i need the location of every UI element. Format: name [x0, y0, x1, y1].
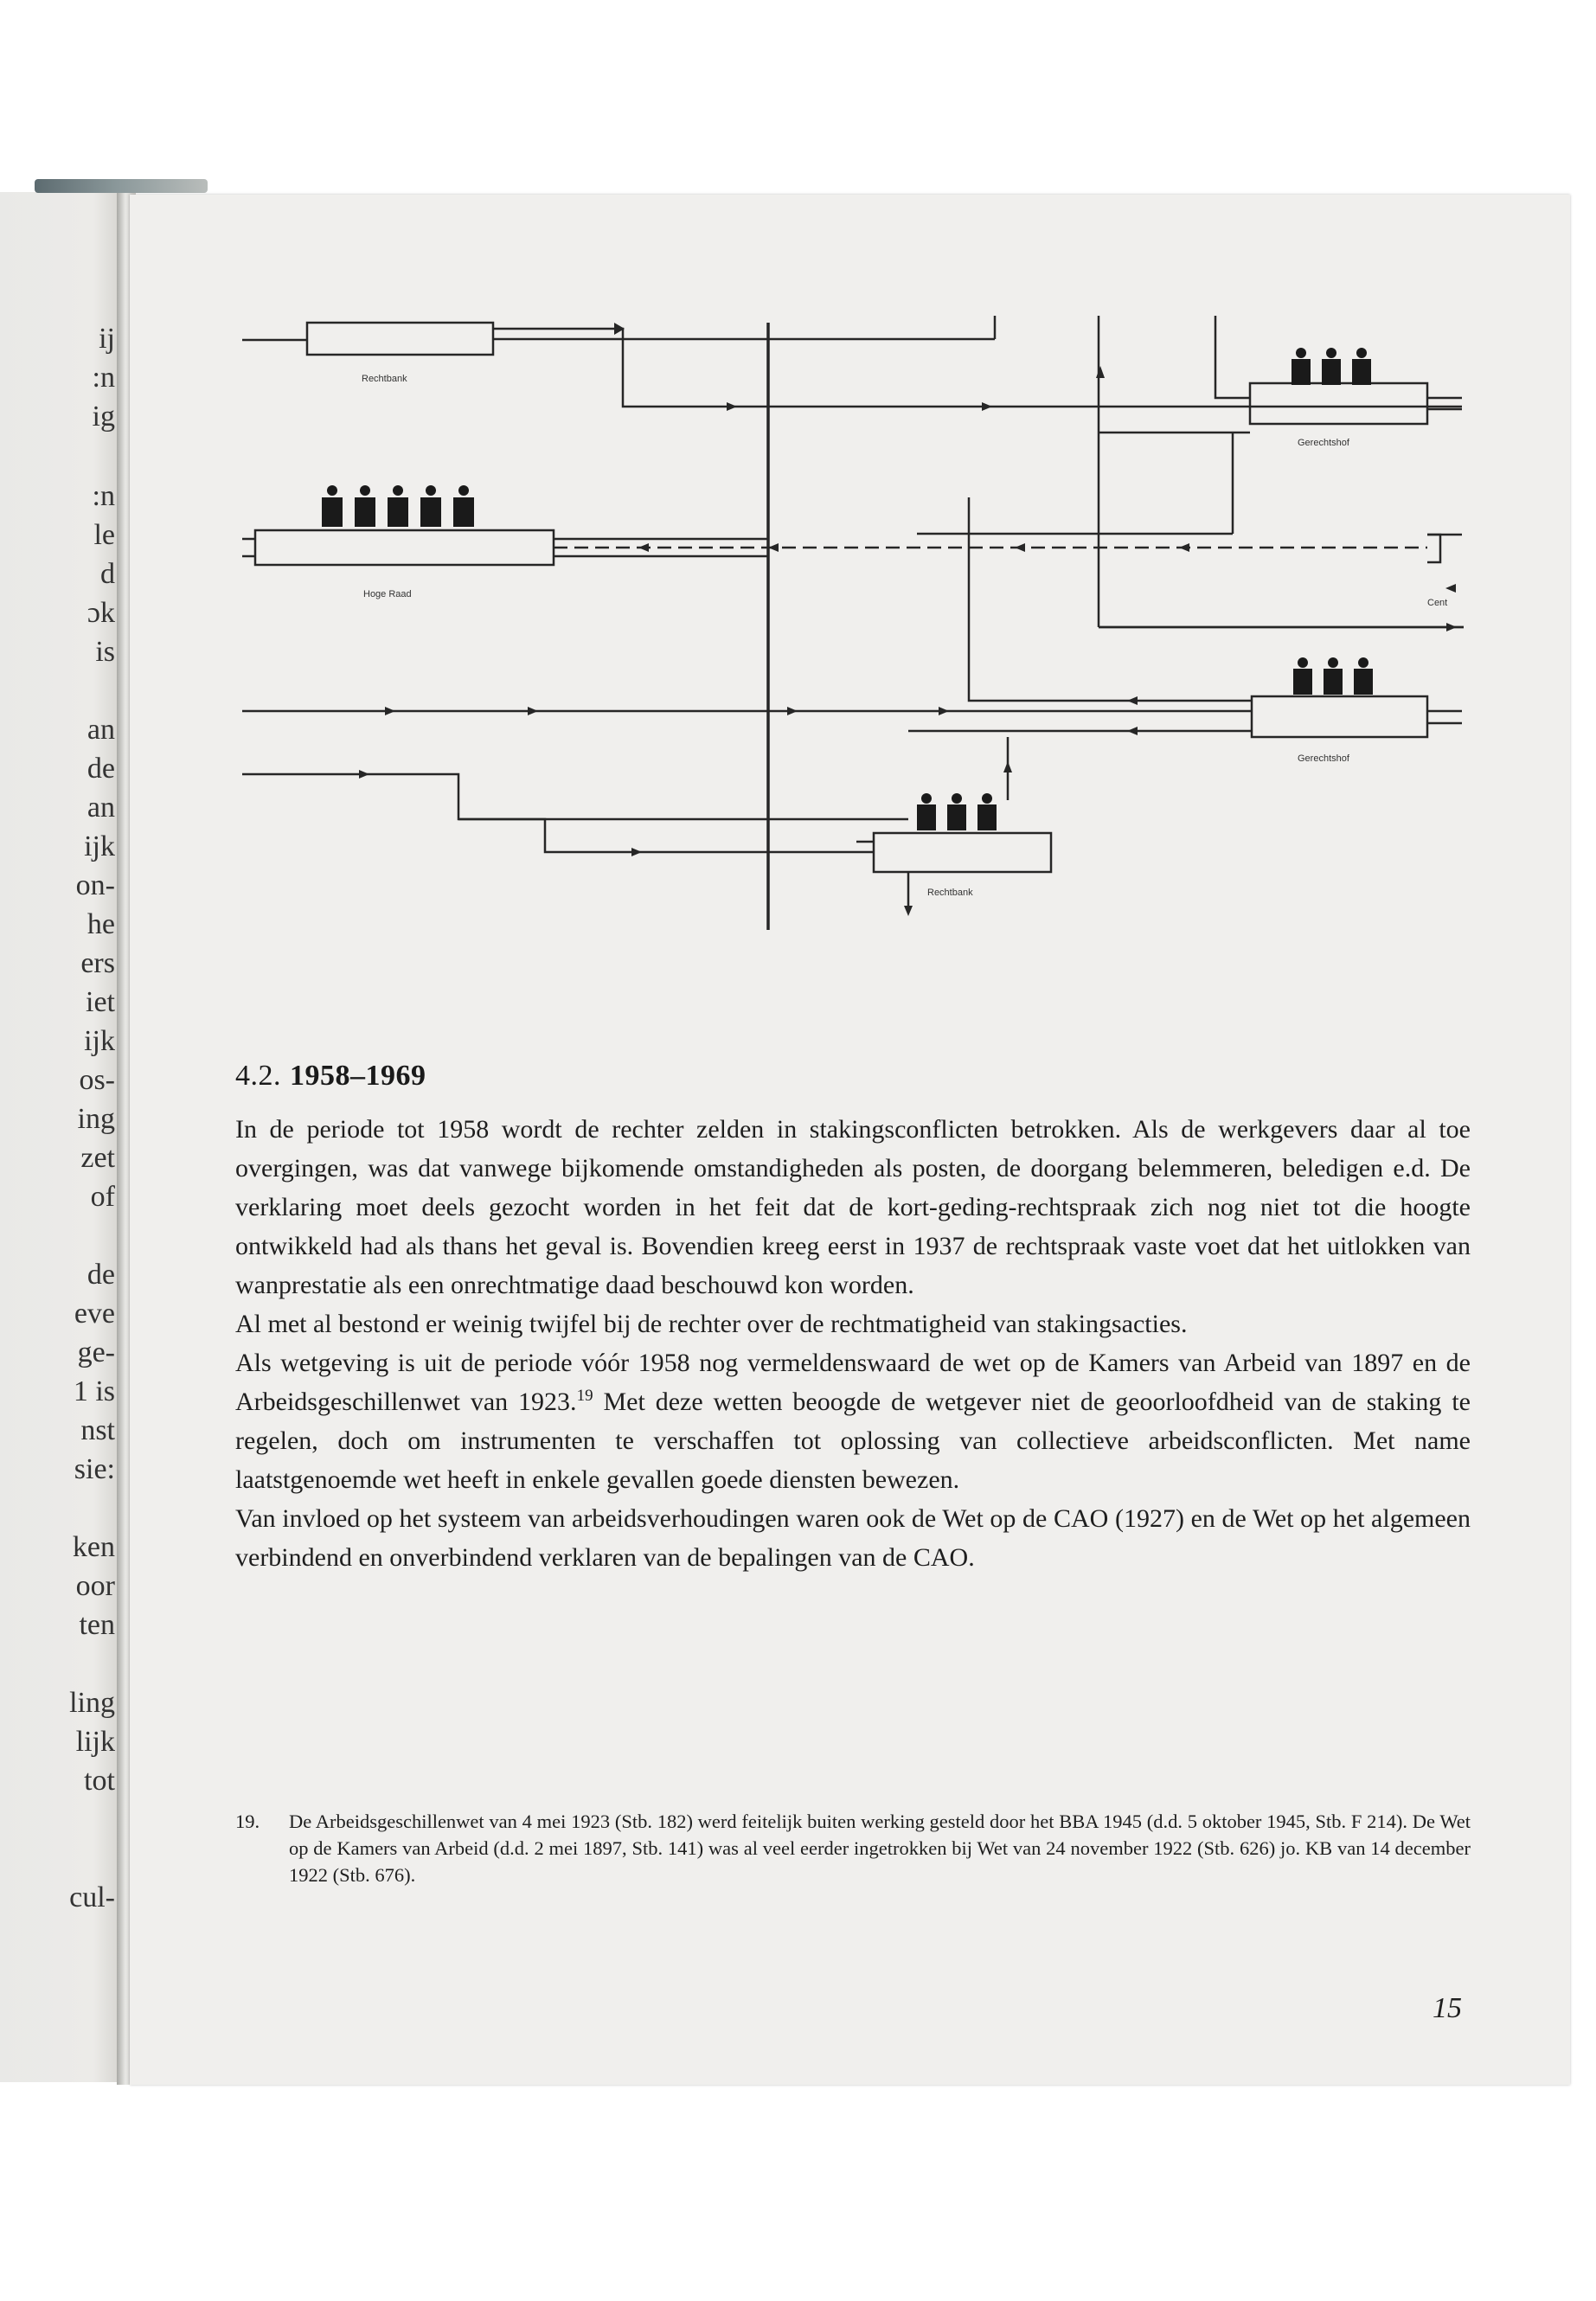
page-fragment: eve	[74, 1298, 115, 1330]
previous-page-edge	[0, 192, 117, 2082]
page-fragment: of	[90, 1181, 115, 1213]
label-cent: Cent	[1427, 598, 1448, 608]
judges-group-hoge-raad	[322, 485, 474, 527]
page-fragment: ij	[99, 323, 115, 355]
judges-group-bottom	[917, 793, 997, 830]
page-number: 15	[1433, 1992, 1462, 2024]
page-fragment: is	[95, 636, 115, 668]
paragraph: Al met al bestond er weinig twijfel bij de rechter over de rechtmatigheid van stakingsacties.	[235, 1310, 1188, 1338]
page-fragment: on-	[75, 869, 115, 901]
page-fragment: d	[100, 558, 115, 590]
body-text	[235, 1110, 1471, 1577]
paragraph: Van invloed op het systeem van arbeidsverhoudingen waren ook de Wet op de CAO (1927) en de Wet op het algemeen verbindend en onverbindend verklaren van de bepalingen van de CAO.	[235, 1504, 1471, 1572]
page-fragment: an	[87, 792, 115, 824]
page-fragment: nst	[80, 1414, 115, 1446]
label-hoge-raad: Hoge Raad	[363, 589, 412, 599]
rechtbank-bottom-box	[874, 833, 1051, 872]
book-spine-top	[35, 179, 208, 193]
page-fragment: ijk	[84, 830, 115, 862]
page-fragment: ing	[77, 1103, 115, 1135]
paragraph-text: Met deze wetten beoogde de wetgever niet de geoorloofdheid van de staking te regelen, doch om instrumenten te verschaffen tot oplossing van collectieve arbeidsconflicten. Met name laatstgenoemde wet heeft in enkele gevallen goede diensten bewezen.	[235, 1388, 1471, 1494]
page-fragment: sie:	[74, 1453, 115, 1485]
page-fragment: lijk	[75, 1726, 115, 1758]
label-gerechtshof-bottom: Gerechtshof	[1298, 753, 1349, 764]
page-fragment: :n	[92, 480, 115, 512]
court-hierarchy-diagram	[130, 195, 1570, 973]
section-number: 4.2.	[235, 1060, 281, 1092]
section-heading	[235, 1060, 426, 1093]
paragraph: In de periode tot 1958 wordt de rechter zelden in stakingsconflicten betrokken. Als de werkgevers daar al toe overgingen, was dat vanwege bijkomende omstandigheden als posten, de doorgang belemmeren, beledigen e.d. De verklaring moet deels gezocht worden in het feit dat de kort-geding-rechtspraak zich nog niet tot die hoogte ontwikkeld had als thans het geval is. Bovendien kreeg eerst in 1937 de rechtspraak vaste voet dat het uitlokken van wanprestatie als een onrechtmatige daad beschouwd kon worden.	[235, 1115, 1471, 1299]
label-rechtbank-top: Rechtbank	[362, 374, 407, 384]
footnote-reference[interactable]: 19	[576, 1387, 593, 1405]
hoge-raad-box	[255, 530, 554, 565]
footnote-text: De Arbeidsgeschillenwet van 4 mei 1923 (Stb. 182) werd feitelijk buiten werking gesteld door het BBA 1945 (d.d. 5 oktober 1945, Stb. F 214). De Wet op de Kamers van Arbeid (d.d. 2 mei 1897, Stb. 141) was al veel eerder ingetrokken bij Wet van 24 november 1922 (Stb. 626) jo. KB van 14 december 1922 (Stb. 676).	[289, 1811, 1471, 1886]
page-fragment: ling	[69, 1687, 115, 1719]
section-title: 1958–1969	[290, 1060, 426, 1092]
judges-group-middle	[1293, 657, 1373, 695]
page-fragment: ɔk	[87, 597, 115, 629]
footnote	[235, 1808, 1471, 1888]
paragraph-text: Als wetgeving is uit de periode vóór 1958 nog vermeldenswaard de wet op de Kamers van Arbeid van 1897 en de Arbeidsgeschillenwet van 1923.	[235, 1349, 1471, 1416]
page-fragment: de	[87, 1259, 115, 1291]
page-fragment: ig	[92, 401, 115, 433]
label-rechtbank-bottom: Rechtbank	[927, 888, 973, 898]
gerechtshof-top-box	[1250, 383, 1427, 424]
page-fragment: tot	[84, 1765, 115, 1797]
page-fragment: zet	[80, 1142, 115, 1174]
rechtbank-top-box	[307, 323, 493, 355]
page-fragment: iet	[86, 986, 115, 1018]
page-fragment: he	[87, 908, 115, 940]
page-fragment: ten	[79, 1609, 115, 1641]
paragraph	[235, 1343, 1471, 1499]
page-fragment: ijk	[84, 1025, 115, 1057]
judges-group-top	[1292, 348, 1371, 385]
page-fragment: de	[87, 753, 115, 785]
page-fragment: le	[93, 519, 115, 551]
label-gerechtshof-top: Gerechtshof	[1298, 438, 1349, 448]
page-fragment: ers	[80, 947, 115, 979]
gerechtshof-bottom-box	[1252, 696, 1427, 737]
page-fragment: ge-	[77, 1336, 115, 1368]
book-page	[130, 195, 1570, 2085]
footnote-number: 19.	[235, 1811, 260, 1832]
page-fragment: ken	[72, 1531, 115, 1563]
page-fragment: os-	[79, 1064, 115, 1096]
page-fragment: 1 is	[73, 1375, 115, 1407]
page-fragment: :n	[92, 362, 115, 394]
page-fragment: oor	[75, 1570, 115, 1602]
page-fragment: cul-	[69, 1881, 115, 1913]
page-fragment: an	[87, 714, 115, 746]
